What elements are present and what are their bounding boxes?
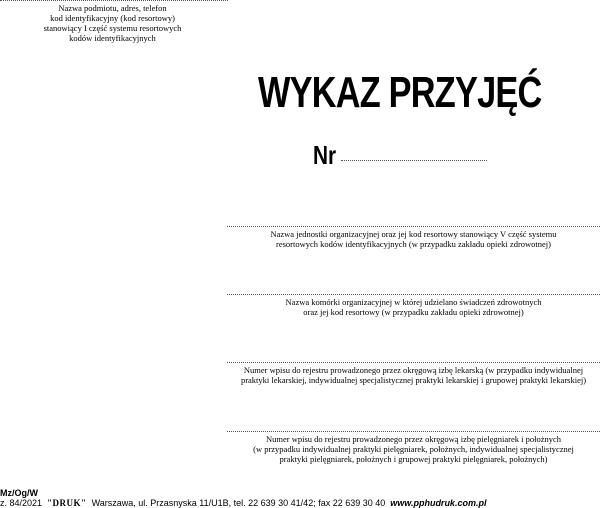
field-2-line-2: oraz jej kod resortowy (w przypadku zakładu opieki zdrowotnej): [303, 307, 524, 317]
field-4-line-3: praktyki pielęgniarek, położnych i grupowej praktyki pielęgniarek, położnych): [279, 454, 548, 464]
header-dotted-line: [0, 0, 228, 1]
field-3-dotted-line: [227, 362, 600, 363]
field-2-line-1: Nazwa komórki organizacyjnej w której udzielano świadczeń zdrowotnych: [285, 297, 542, 307]
document-title: WYKAZ PRZYJĘĆ: [258, 68, 542, 117]
field-1-caption: [227, 229, 600, 249]
header-line-2: kod identyfikacyjny (kod resortowy): [50, 13, 175, 23]
header-line-4: kodów identyfikacyjnych: [69, 33, 156, 43]
field-4-caption: [227, 434, 600, 464]
footer-prefix: z. 84/2021: [0, 498, 43, 508]
header-line-3: stanowiący I część systemu resortowych: [43, 23, 182, 33]
field-4-line-1: Numer wpisu do rejestru prowadzonego przez okręgową izbę pielęgniarek i położnych: [265, 434, 562, 444]
field-3-line-1: Numer wpisu do rejestru prowadzonego przez okręgową izbę lekarską (w przypadku indywidualnej: [243, 365, 584, 375]
printer-brand: "DRUK": [47, 498, 87, 508]
number-label: Nr: [313, 140, 337, 170]
field-4-line-2: (w przypadku indywidualnej praktyki pielęgniarek, położnych, indywidualnej specjalistycznej: [253, 444, 574, 454]
field-1-dotted-line: [227, 226, 600, 227]
field-3-line-2: praktyki lekarskiej, indywidualnej specjalistycznej praktyki lekarskiej i grupowej praktyki lekarskiej): [240, 375, 587, 385]
form-code: Mz/Og/W: [0, 488, 38, 498]
printer-website: www.pphudruk.com.pl: [390, 498, 487, 508]
field-1-line-2: resortowych kodów identyfikacyjnych (w przypadku zakładu opieki zdrowotnej): [276, 239, 551, 249]
field-3-caption: [227, 365, 600, 385]
field-2-dotted-line: [227, 294, 600, 295]
header-line-1: Nazwa podmiotu, adres, telefon: [58, 3, 167, 13]
field-2-caption: [227, 297, 600, 317]
header-box-label: [0, 3, 225, 43]
field-1-line-1: Nazwa jednostki organizacyjnej oraz jej kod resortowy stanowiący V część systemu: [270, 229, 557, 239]
number-dotted-line: [341, 160, 487, 161]
printer-address: Warszawa, ul. Przasnyska 11/U1B, tel. 22 639 30 41/42; fax 22 639 30 40: [91, 498, 386, 508]
field-4-dotted-line: [227, 431, 600, 432]
